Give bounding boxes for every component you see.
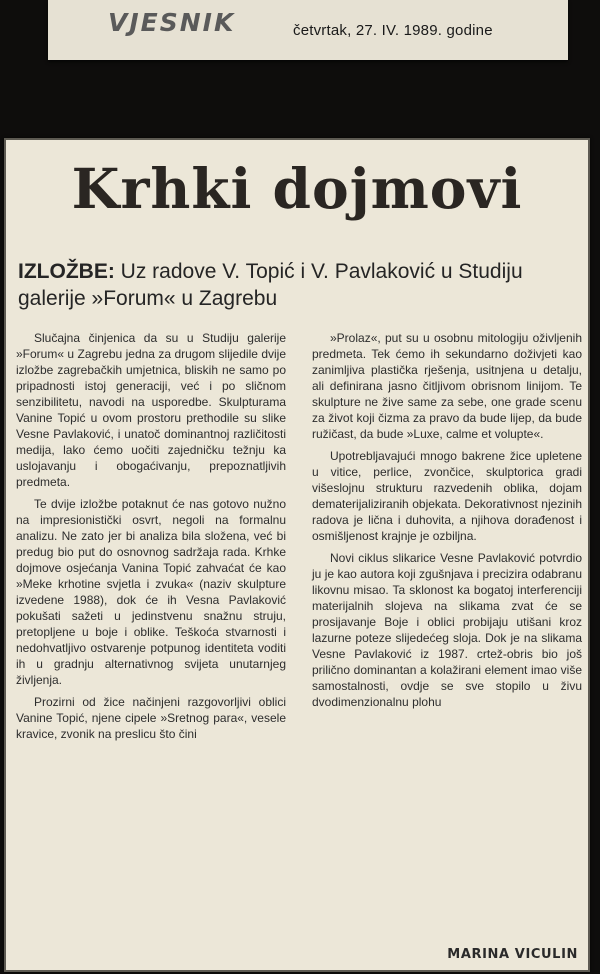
article-clipping: [4, 138, 590, 972]
subhead-text: Uz radove V. Topić i V. Pavlaković u Studiju galerije »Forum« u Zagrebu: [18, 260, 523, 310]
paragraph: »Prolaz«, put su u osobnu mitologiju oživljenih predmeta. Tek ćemo ih sekundarno doživjeti kao zanimljiva plastička rješenja, usitnjena u detalju, ali definirana jasno čitljivom obrisnom linijom. Te skulpture ne žive same za sebe, one grade scenu za život koji čizma za pravo da bude lijep, da bude ružičast, da bude »Luxe, calme et volupte«.: [312, 331, 582, 441]
paragraph: Upotrebljavajući mnogo bakrene žice upletene u vitice, perlice, zvončice, skulptorica gradi višeslojnu strukturu razvedenih oblika, dojam dematerijaliziranih objekata. Dekorativnost njezinih radova je lična i duhovita, a njihova dorađenost i osmišljenost krajnje je ozbiljna.: [312, 449, 582, 543]
section-kicker: IZLOŽBE:: [18, 260, 115, 283]
article-headline: Krhki dojmovi: [71, 156, 523, 221]
paragraph: Novi ciklus slikarice Vesne Pavlaković potvrdio ju je kao autora koji zgušnjava i precizira odabranu likovnu misao. Ta sklonost ka bogatoj interferenciji materijalnih slojeva na slikama zvat će se prosijavanje Boje i oblici probijaju utišani kroz lazurne poteze slijedećeg sloja. Dok je na slikama Vesne Pavlaković iz 1987. crtež-obris bio još prilično dominantan a kolažirani element imao više samostalnosti, ovdje se sve stopilo u živu dvodimenzionalnu plohu: [312, 551, 582, 709]
article-subhead: [18, 258, 584, 312]
article-column-right: [312, 330, 582, 716]
newspaper-masthead: [48, 0, 568, 60]
paragraph: Slučajna činjenica da su u Studiju galerije »Forum« u Zagrebu jedna za drugom slijedile dvije izložbe zagrebačkih umjetnica, bliskih ne samo po pripadnosti istoj generaciji, već i po sličnom senzibilitetu, navodi na usporedbe. Skulpturama Vanine Topić u ovom prostoru prethodile su slike Vesne Pavlaković, i unatoč dominantnoj različitosti medija, lako ćemo uočiti zajedničku težnju ka uslojavanju i obogaćivanju, prepoznatljivih predmeta.: [16, 331, 286, 489]
newspaper-date: četvrtak, 27. IV. 1989. godine: [293, 22, 493, 39]
article-column-left: [16, 330, 286, 748]
newspaper-name: VJESNIK: [108, 8, 236, 37]
article-byline: MARINA VICULIN: [447, 947, 578, 962]
paragraph: Prozirni od žice načinjeni razgovorljivi oblici Vanine Topić, njene cipele »Sretnog para«, vesele kravice, zvonik na preslicu što čini: [16, 695, 286, 741]
paragraph: Te dvije izložbe potaknut će nas gotovo nužno na impresionistički osvrt, negoli na formalnu analizu. Ne zato jer bi analiza bila složena, već bi predug bio put do osnovnog sadržaja rada. Krhke dojmove osjećanja Vanina Topić zahvaćat će kao »Meke krhotine svjetla i zvuka« (naziv skulpture izvedene 1988), dok će ih Vesna Pavlaković pokušati sažeti u jedinstvenu snažnu struju, pretopljene u boje i oblike. Teškoća stvarnosti i nedohvatljivo ostvarenje potpunog identiteta voditi ih u gradnju alternativnog svijeta unutarnjeg življenja.: [16, 497, 286, 687]
